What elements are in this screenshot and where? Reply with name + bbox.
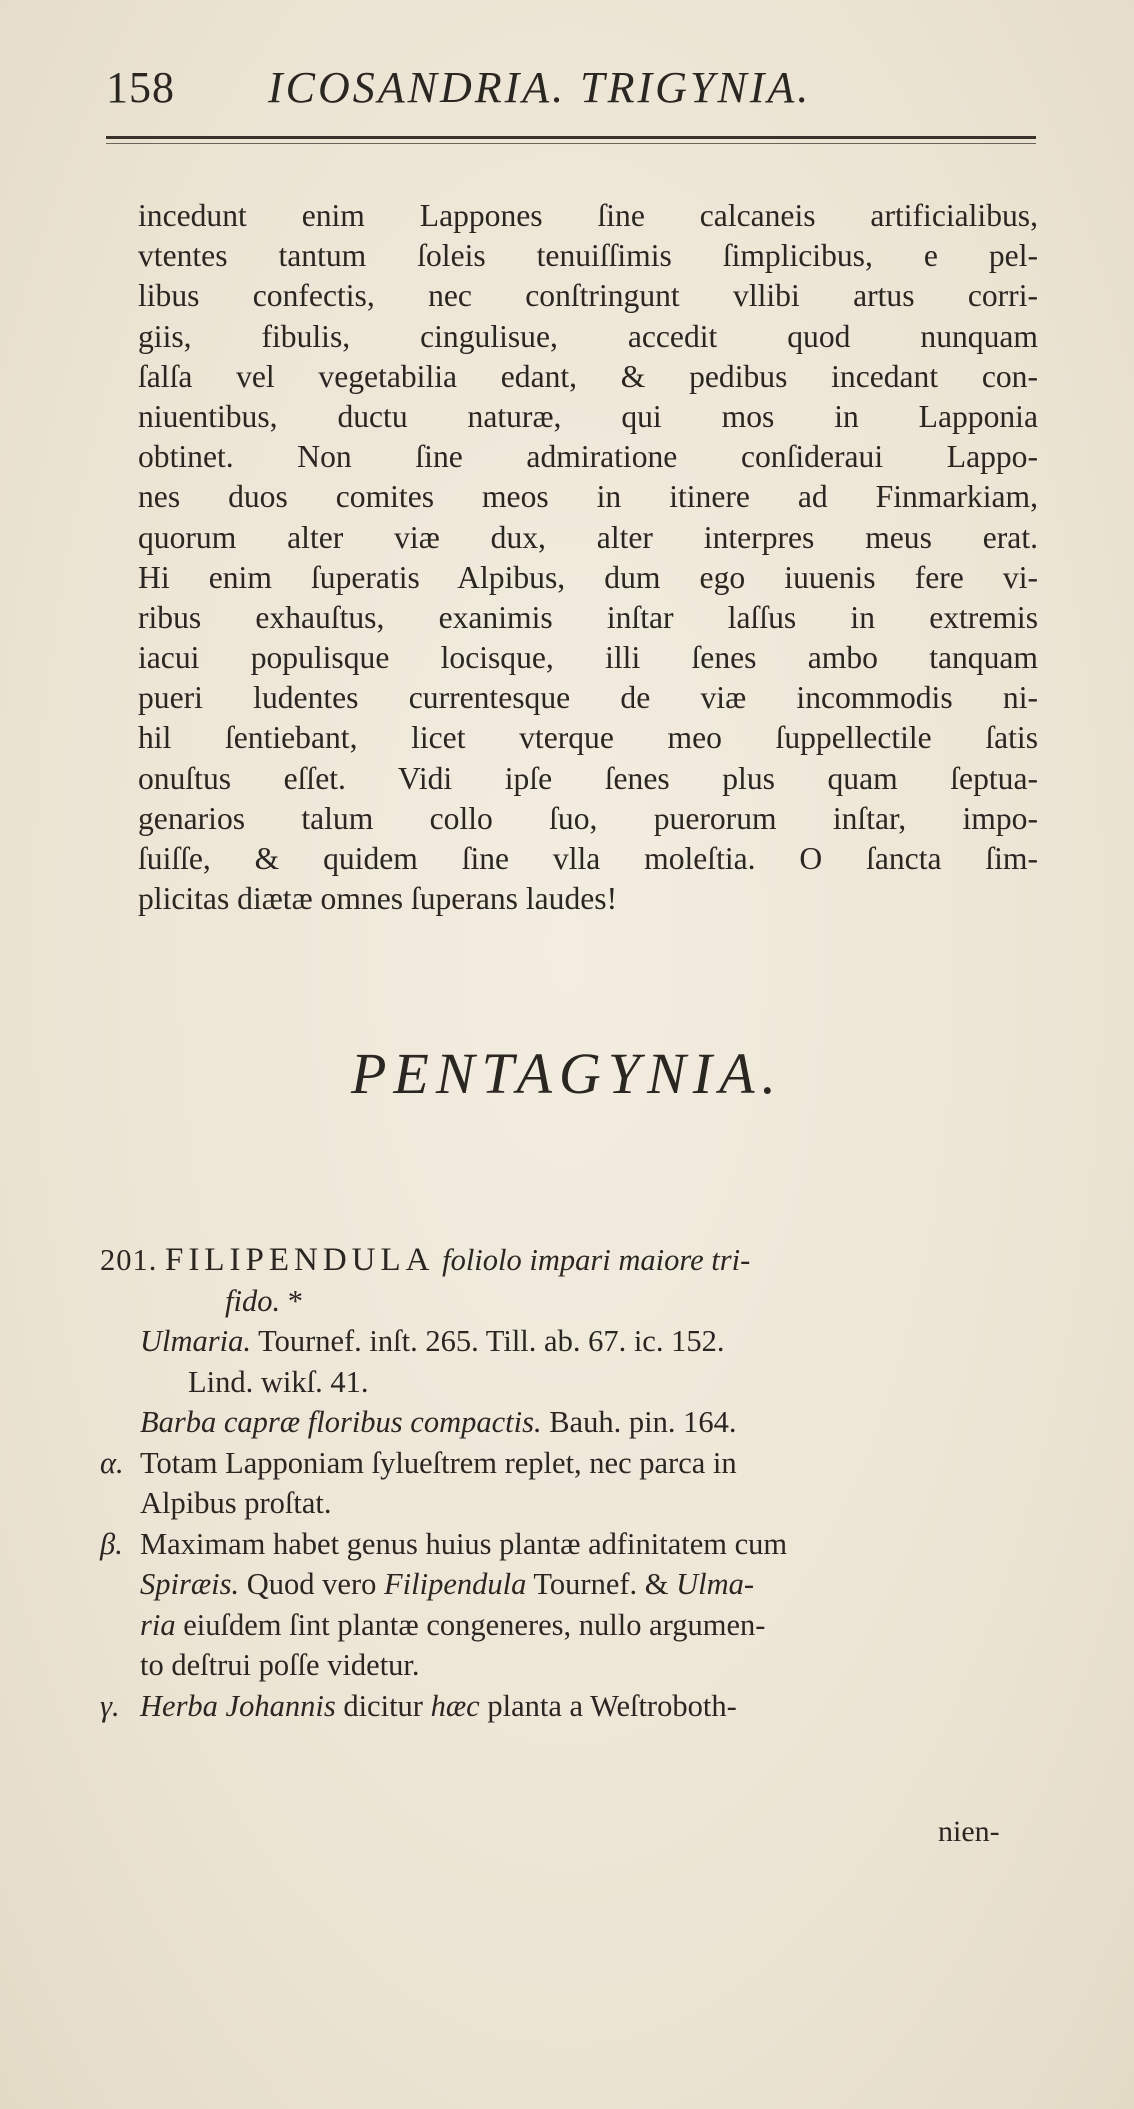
page-header bbox=[106, 62, 1036, 122]
entry-number: 201. bbox=[100, 1243, 158, 1277]
entry-diagnosis-end: fido. bbox=[225, 1283, 281, 1318]
text-line: incedunt enim Lappones ſine calcaneis artificialibus, bbox=[138, 198, 1038, 233]
page-number: 158 bbox=[106, 63, 175, 112]
text-line: plicitas diætæ omnes ſuperans laudes! bbox=[138, 881, 618, 917]
note-text: dicitur bbox=[335, 1688, 431, 1723]
text-line: pueri ludentes currentesque de viæ incommodis ni- bbox=[138, 680, 1038, 716]
entry-diagnosis: foliolo impari maiore tri- bbox=[442, 1243, 751, 1277]
entry-diagnosis-cont bbox=[100, 1281, 1040, 1322]
synonym-reference: Bauh. pin. 164. bbox=[541, 1405, 737, 1439]
text-line: libus confectis, nec conſtringunt vllibi artus corri- bbox=[138, 278, 1038, 314]
entry-name: FILIPENDULA bbox=[165, 1242, 435, 1278]
note-text: Tournef. & bbox=[526, 1567, 677, 1601]
text-line: vtentes tantum ſoleis tenuiſſimis ſimplicibus, e pel- bbox=[138, 238, 1038, 274]
note-italic: Spiræis. bbox=[140, 1567, 240, 1601]
text-line: genarios talum collo ſuo, puerorum inſtar, impo- bbox=[138, 800, 1038, 836]
synonym-reference: Tournef. inſt. 265. Till. ab. 67. ic. 152. bbox=[251, 1324, 725, 1358]
header-rule bbox=[106, 136, 1036, 144]
note-text: eiuſdem ſint plantæ congeneres, nullo argumen- bbox=[175, 1607, 766, 1642]
text-line: niuentibus, ductu naturæ, qui mos in Lapponia bbox=[138, 398, 1038, 434]
note-italic: hæc bbox=[430, 1688, 480, 1723]
text-line: obtinet. Non ſine admiratione conſideraui Lappo- bbox=[138, 439, 1038, 475]
synonym-line bbox=[100, 1321, 1040, 1362]
note-italic: Ulma- bbox=[676, 1567, 755, 1601]
note-line bbox=[100, 1686, 1040, 1727]
note-marker-beta: β. bbox=[100, 1526, 123, 1561]
entry-title-line bbox=[100, 1240, 1040, 1281]
text-line: ſalſa vel vegetabilia edant, & pedibus incedant con- bbox=[138, 358, 1038, 394]
synonym-name: Barba capræ floribus compactis. bbox=[140, 1405, 542, 1439]
note-line bbox=[100, 1443, 1040, 1484]
star-mark: * bbox=[287, 1283, 303, 1318]
note-marker-alpha: α. bbox=[100, 1445, 124, 1480]
note-italic: Herba Johannis bbox=[140, 1688, 336, 1723]
text-line: ribus exhauſtus, exanimis inſtar laſſus in extremis bbox=[138, 599, 1038, 635]
note-text: to deſtrui poſſe videtur. bbox=[140, 1648, 420, 1682]
note-italic: Filipendula bbox=[384, 1567, 527, 1601]
note-text: planta a Weſtroboth- bbox=[479, 1688, 737, 1723]
note-line bbox=[100, 1483, 1040, 1524]
text-line: Hi enim ſuperatis Alpibus, dum ego iuuenis fere vi- bbox=[138, 559, 1038, 595]
text-line: quorum alter viæ dux, alter interpres meus erat. bbox=[138, 519, 1038, 555]
note-line bbox=[100, 1524, 1040, 1565]
note-italic: ria bbox=[140, 1607, 176, 1642]
running-head: ICOSANDRIA. TRIGYNIA. bbox=[268, 63, 812, 112]
text-line: hil ſentiebant, licet vterque meo ſuppellectile ſatis bbox=[138, 720, 1038, 756]
synonym-reference-cont: Lind. wikſ. 41. bbox=[188, 1364, 369, 1399]
synonym-name: Ulmaria. bbox=[140, 1324, 251, 1358]
text-line: nes duos comites meos in itinere ad Finmarkiam, bbox=[138, 479, 1038, 515]
text-line: iacui populisque locisque, illi ſenes ambo tanquam bbox=[138, 640, 1038, 676]
note-text: Quod vero bbox=[239, 1567, 385, 1601]
section-heading: PENTAGYNIA. bbox=[351, 1041, 783, 1106]
note-text: Maximam habet genus huius plantæ adfinitatem cum bbox=[140, 1526, 788, 1561]
note-line bbox=[100, 1564, 1040, 1605]
body-paragraph bbox=[138, 196, 1038, 919]
note-marker-gamma: γ. bbox=[100, 1688, 120, 1723]
note-line bbox=[100, 1645, 1040, 1686]
synonym-line-cont bbox=[100, 1362, 1040, 1403]
synonym-line bbox=[100, 1402, 1040, 1443]
note-line bbox=[100, 1605, 1040, 1646]
note-text: Totam Lapponiam ſylueſtrem replet, nec parca in bbox=[140, 1445, 737, 1480]
catchword: nien- bbox=[938, 1815, 1000, 1848]
note-text: Alpibus proſtat. bbox=[140, 1486, 332, 1520]
text-line: onuſtus eſſet. Vidi ipſe ſenes plus quam ſeptua- bbox=[138, 760, 1038, 796]
species-entry bbox=[100, 1240, 1040, 1726]
text-line: ſuiſſe, & quidem ſine vlla moleſtia. O ſancta ſim- bbox=[138, 841, 1038, 876]
text-line: giis, fibulis, cingulisue, accedit quod nunquam bbox=[138, 318, 1038, 354]
